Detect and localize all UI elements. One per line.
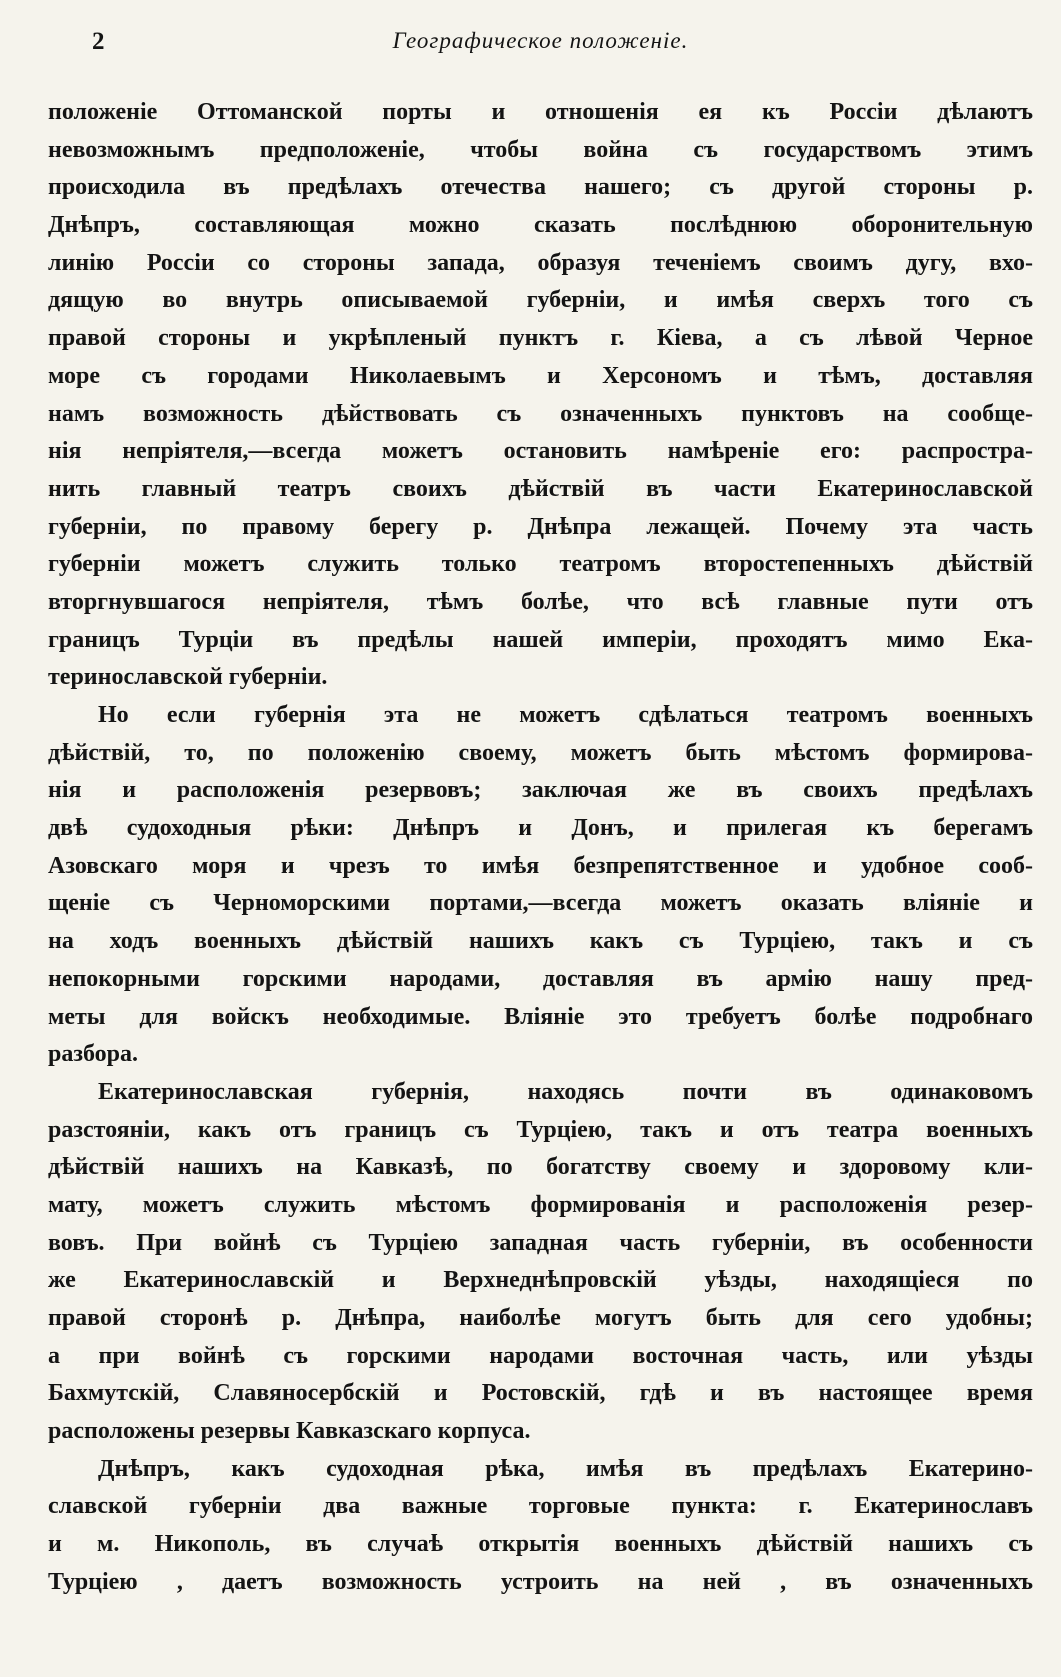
- text-line: теринославской губерніи.: [48, 664, 328, 691]
- text-line: на ходъ военныхъ дѣйствій нашихъ какъ съ Турціею, такъ и съ: [48, 928, 1033, 955]
- text-line: вторгнувшагося непріятеля, тѣмъ болѣе, что всѣ главные пути отъ: [48, 588, 1033, 615]
- text-line: нить главный театръ своихъ дѣйствій въ части Екатеринославской: [48, 475, 1033, 502]
- paragraph: [48, 697, 1033, 1074]
- page-header: [48, 22, 1033, 72]
- text-line: Днѣпръ, составляющая можно сказать послѣднюю оборонительную: [48, 212, 1033, 239]
- text-line: линію Россіи со стороны запада, образуя теченіемъ своимъ дугу, вхо-: [48, 249, 1033, 276]
- text-line: происходила въ предѣлахъ отечества нашего; съ другой стороны р.: [48, 174, 1033, 201]
- text-line: дѣйствій нашихъ на Кавказѣ, по богатству своему и здоровому кли-: [48, 1154, 1033, 1181]
- text-line: губерніи можетъ служить только театромъ второстепенныхъ дѣйствій: [48, 551, 1033, 578]
- text-line: дѣйствій, то, по положенію своему, можетъ быть мѣстомъ формирова-: [48, 739, 1033, 766]
- text-line: расположены резервы Кавказскаго корпуса.: [48, 1418, 531, 1445]
- text-line: а при войнѣ съ горскими народами восточная часть, или уѣзды: [48, 1342, 1033, 1369]
- page-number: 2: [92, 28, 105, 55]
- text-line: нія и расположенія резервовъ; заключая же въ своихъ предѣлахъ: [48, 777, 1033, 804]
- paragraph: [48, 1074, 1033, 1451]
- text-line: щеніе съ Черноморскими портами,—всегда можетъ оказать вліяніе и: [48, 890, 1033, 917]
- text-line: губерніи, по правому берегу р. Днѣпра лежащей. Почему эта часть: [48, 513, 1033, 540]
- text-line: мату, можетъ служить мѣстомъ формированія и расположенія резер-: [48, 1191, 1033, 1218]
- text-line: нія непріятеля,—всегда можетъ остановить намѣреніе его: распростра-: [48, 438, 1033, 465]
- text-line: славской губерніи два важные торговые пункта: г. Екатеринославъ: [48, 1493, 1033, 1520]
- text-line: море съ городами Николаевымъ и Херсономъ и тѣмъ, доставляя: [48, 362, 1033, 389]
- text-line: Азовскаго моря и чрезъ то имѣя безпрепятственное и удобное сооб-: [48, 852, 1033, 879]
- paragraph: [48, 1451, 1033, 1602]
- paragraph: [48, 94, 1033, 697]
- text-line: разбора.: [48, 1041, 139, 1068]
- text-line: Екатеринославская губернія, находясь почти въ одинаковомъ: [98, 1078, 1033, 1105]
- text-line: правой сторонѣ р. Днѣпра, наиболѣе могутъ быть для сего удобны;: [48, 1305, 1033, 1331]
- text-line: Днѣпръ, какъ судоходная рѣка, имѣя въ предѣлахъ Екатерино-: [98, 1455, 1033, 1482]
- text-line: и м. Никополь, въ случаѣ открытія военныхъ дѣйствій нашихъ съ: [48, 1531, 1033, 1558]
- text-line: правой стороны и укрѣпленый пунктъ г. Кіева, а съ лѣвой Черное: [48, 325, 1033, 352]
- book-page: [48, 22, 1033, 1662]
- text-line: непокорными горскими народами, доставляя въ армію нашу пред-: [48, 965, 1033, 992]
- text-line: намъ возможность дѣйствовать съ означенныхъ пунктовъ на сообще-: [48, 400, 1033, 427]
- body-text: [48, 94, 1033, 1602]
- text-line: Бахмутскій, Славяносербскій и Ростовскій, гдѣ и въ настоящее время: [48, 1380, 1033, 1407]
- running-title: Географическое положеніе.: [392, 28, 689, 53]
- text-line: невозможнымъ предположеніе, чтобы война съ государствомъ этимъ: [48, 136, 1033, 163]
- text-line: Турціею , даетъ возможность устроить на ней , въ означенныхъ: [48, 1568, 1033, 1595]
- text-line: Но если губернія эта не можетъ сдѣлаться театромъ военныхъ: [98, 702, 1033, 728]
- text-line: вовъ. При войнѣ съ Турціею западная часть губерніи, въ особенности: [48, 1229, 1033, 1256]
- text-line: дящую во внутрь описываемой губерніи, и имѣя сверхъ того съ: [48, 287, 1033, 314]
- text-line: меты для войскъ необходимые. Вліяніе это требуетъ болѣе подробнаго: [48, 1003, 1033, 1030]
- text-line: же Екатеринославскій и Верхнеднѣпровскій уѣзды, находящіеся по: [48, 1267, 1033, 1294]
- text-line: положеніе Оттоманской порты и отношенія ея къ Россіи дѣлаютъ: [48, 99, 1033, 125]
- text-line: границъ Турціи въ предѣлы нашей имперіи, проходятъ мимо Ека-: [48, 626, 1033, 653]
- text-line: разстояніи, какъ отъ границъ съ Турціею, такъ и отъ театра военныхъ: [48, 1116, 1033, 1143]
- text-line: двѣ судоходныя рѣки: Днѣпръ и Донъ, и прилегая къ берегамъ: [48, 815, 1033, 842]
